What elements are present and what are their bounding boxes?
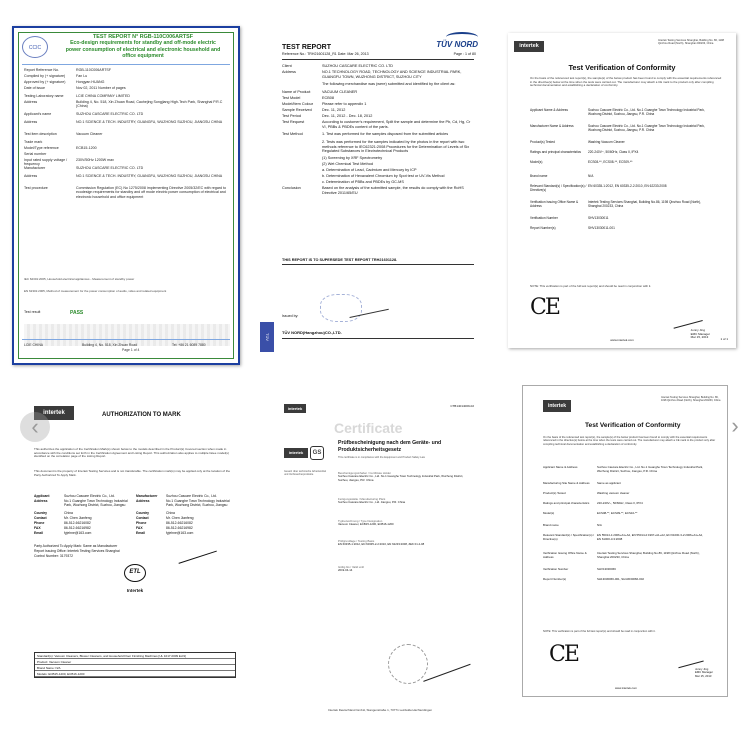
field-value: 2019-04-14 <box>338 568 353 573</box>
certificate-watermark: Certificate <box>334 420 403 436</box>
field-label: Product(s) Tested <box>530 140 555 144</box>
field-label: Ratings and principal characteristics <box>543 501 590 505</box>
standard-line: EN 62301:2005, Method of measurement for the power consumption of audio, video and related equipment <box>24 289 167 293</box>
field-label: Report Number(s) <box>530 226 556 230</box>
gallery-next-arrow[interactable]: › <box>731 413 739 438</box>
field-value: Intertek Testing Services Shanghai, Building No.86, 1198 Qinzhou Road (North), Shanghai 200233, China <box>588 200 702 208</box>
field-value: Suzhou Cascare Electric Co., Ltd. <box>166 494 217 498</box>
signature <box>175 540 217 564</box>
field-row <box>282 162 472 167</box>
gallery-prev-arrow[interactable]: ‹ <box>20 412 50 442</box>
doc-subtitle: This certificate is in compliance with the Equipment and Product Safety Law <box>338 456 425 459</box>
signature <box>671 311 703 328</box>
field-label: Brand name <box>530 174 548 178</box>
sign-date: Mar 15, 2013 <box>690 335 709 340</box>
field-value: Mr. Chen Jianfeng <box>64 516 92 520</box>
field-value: a. Determination of Lead, Cadmium and Mercury by ICP <box>322 168 417 172</box>
report-header <box>54 34 232 60</box>
field-value: No.1 Guanghe Town Technology Industrial Park, Wuzhong District, Suzhou, Jiangsu <box>166 499 230 508</box>
field-value: EN 60335-1:2012, EN 60335-2-2:2010, EN 62233:2008, ZEK 01.4-08 <box>338 542 425 547</box>
field-row <box>24 146 230 150</box>
field-label: Trade mark <box>24 140 43 144</box>
website: www.intertek.com <box>615 686 637 690</box>
field-label: Fertigungsstätte / Manufacturing Plant <box>338 497 386 501</box>
signer-title: EMC Manager <box>690 331 710 336</box>
field-value: N/A <box>597 523 602 527</box>
field-row <box>530 151 708 155</box>
field-value: EN 60335-1:2012, EN 60335-2-2:2010, EN 62233:2008 <box>588 184 667 188</box>
field-label: Test procedure <box>24 186 48 190</box>
field-row <box>530 161 708 165</box>
field-row <box>24 166 230 170</box>
field-label: Phone <box>136 521 147 525</box>
field-label: Email <box>34 531 44 535</box>
field-row <box>24 68 230 72</box>
field-value: 1. Test was performed for the samples disposed from the submitted articles <box>322 132 449 136</box>
report-title-line: power consumption of electrical and electronic household and <box>65 46 221 53</box>
divider <box>282 59 474 60</box>
field-row <box>282 174 472 179</box>
signer-name: Jonny Jing <box>694 667 709 671</box>
field-label: Serial number <box>24 152 47 156</box>
field-row <box>136 521 236 525</box>
field-label: Test Request <box>282 120 305 124</box>
field-row <box>530 175 708 179</box>
field-label: Sample Received <box>282 108 312 112</box>
field-row <box>34 531 134 535</box>
footer-tel: Tel: +86 21 6089 7880 <box>172 343 206 347</box>
field-value: Mr. Chen Jianfeng <box>166 516 194 520</box>
field-row <box>34 516 134 520</box>
intertek-logo: intertek <box>543 400 571 412</box>
field-row <box>282 64 472 69</box>
field-row <box>530 141 708 145</box>
field-value: NO.1 SCIENCE & TECH. INDUSTRY, GUANGFU, WUZHONG SUZHOU, JIANGSU CHINA <box>76 174 223 178</box>
field-label: Manufacturer Name & Address <box>530 124 574 128</box>
field-value: Suzhou Cascare Electric Co., Ltd. No.1 Guanghe Town Technology Industrial Park, Wuzhong District, Suzhou, Jiangsu, P.R. China <box>597 465 703 473</box>
field-row <box>338 566 474 573</box>
field-value: Suzhou Cascare Electric Co., Ltd. <box>64 494 115 498</box>
field-row <box>282 186 472 195</box>
doc-title: Prüfbescheinigung nach dem Geräte- und Produktsicherheitsgesetz <box>338 440 442 453</box>
field-value: 86-512-66216982 <box>64 526 91 530</box>
field-value: ECB08 <box>322 96 335 100</box>
field-label: Verification Issuing Office Name & Address <box>543 551 587 559</box>
sign-date: Mar 15, 2013 <box>694 673 712 678</box>
field-row <box>24 94 230 98</box>
field-value: SHV13030011-001 <box>588 226 615 230</box>
gs-mark: GS <box>310 446 324 460</box>
intertek-logo: intertek <box>514 41 544 52</box>
field-label: Client <box>282 64 292 68</box>
field-label: Model/Item Colour <box>282 102 314 106</box>
field-row <box>530 185 708 193</box>
field-row <box>530 201 708 209</box>
field-value: ECS08-**, ECS09-**, ECS10-** <box>597 511 638 515</box>
certificate-doc-test-report-green[interactable] <box>12 26 240 365</box>
field-label: Applicant Name & Address <box>543 465 578 469</box>
field-row <box>136 526 236 530</box>
field-label: Relevant Standard(s) / Specification(s) / Directive(s) <box>530 184 587 192</box>
test-result-row <box>24 310 230 314</box>
field-label: Country <box>34 511 47 515</box>
field-value: SUZHOU CASCARE ELECTRIC CO. LTD <box>76 166 144 170</box>
field-label: Phone <box>34 521 45 525</box>
page-number: Page : 1 of 80 <box>453 52 476 56</box>
field-value: Washing vacuum cleaner <box>597 491 630 495</box>
field-value: The following merchandise was (were) submitted and identified by the client as: <box>322 82 456 86</box>
field-row <box>24 186 230 199</box>
field-value: NO.1 TECHNOLOGY ROAD, TECHNOLOGY AND SCIENCE INDUSTRIAL PARK, GUANGFU TOWN, WUZHONG DISTRICT, SUZHOU CITY <box>322 70 462 79</box>
tuv-nord-logo: TÜV NORD <box>436 40 478 49</box>
report-number-title: TEST REPORT N° RGB-110C006ARTSF <box>92 34 194 40</box>
signer-block <box>695 668 713 678</box>
field-value: Same as applicant <box>597 481 621 485</box>
field-label: Name of Product <box>282 90 311 94</box>
report-title-line: Eco-design requirements for standby and off-mode electric <box>70 40 216 47</box>
field-value: (2) Wet Chemical Test Method <box>322 162 373 166</box>
certificate-doc-tuv-test-report[interactable] <box>260 32 488 352</box>
field-label: Test result <box>24 310 41 314</box>
signer-title: EMC Manager <box>694 670 713 675</box>
field-row <box>543 482 707 486</box>
supersede-notice: THIS REPORT IS TO SUPERSEDE TEST REPORT TRH21601128. <box>282 258 398 262</box>
field-row <box>338 540 474 547</box>
field-label: Applicant's name <box>24 112 52 116</box>
field-value: N/A <box>588 174 594 178</box>
page-number: 1 of 1 <box>720 337 728 341</box>
field-value: Commission Regulation (EC) No 1275/2008 implementing Directive 2005/32/EC with regard to ecodesign requirements for standby and off mode electric power consumption of electrical and electronic household and office equipment <box>76 186 227 199</box>
intro-paragraph: On the basis of the referenced test report(s), the sample(s) of the below product has been found to comply with the essential requirements referenced in the directive(s) below at the time when the tests were carried out. The manufacturer may attach a CE mark to the product only after compiling technical documentation and establishing a declaration of conformity. <box>543 436 716 446</box>
field-label: Relevant Standard(s) / Specification(s) / Directive(s) <box>543 533 595 541</box>
field-row <box>34 526 134 530</box>
field-value: 86-512-66216082 <box>166 521 193 525</box>
field-row <box>282 132 472 137</box>
field-label: Test Period <box>282 114 301 118</box>
footer-page: Page 1 of 4 <box>122 348 140 352</box>
field-row <box>282 168 472 173</box>
field-label: Contact <box>136 516 149 520</box>
field-label: Ratings and principal characteristics <box>530 150 582 154</box>
field-row <box>24 140 230 144</box>
field-row <box>282 180 472 185</box>
test-result-value: PASS <box>70 310 84 316</box>
field-row <box>24 112 230 116</box>
field-row <box>136 511 236 515</box>
field-label: Manufacturer <box>24 166 46 170</box>
field-row <box>136 531 236 535</box>
product-table <box>34 652 236 678</box>
field-value: SUZHOU CASCARE ELECTRIC CO. LTD <box>76 112 144 116</box>
field-value: ECS08-**, ECS08-**, ECS09-** <box>588 160 633 164</box>
field-row <box>136 499 236 507</box>
table-row: Product: Vacuum Cleaner <box>35 659 235 665</box>
field-value: Dec. 11, 2012 <box>322 108 346 112</box>
field-value: Vacuum Cleaner <box>76 132 103 136</box>
field-label: Model/Type reference <box>24 146 59 150</box>
field-value: SHV13030011 <box>588 216 609 220</box>
doc-footer-company: TÜV NORD(Hangzhou)CO.,LTD. <box>282 330 342 335</box>
field-label: Report Reference No. <box>24 68 59 72</box>
field-row <box>282 90 472 95</box>
field-value: 220-240V~, 50/60Hz, Class II, IPX4 <box>597 501 643 505</box>
field-value: VACUUM CLEANER <box>322 90 358 94</box>
office-address: Intertek Testing Services Shanghai, Building No. 86, 1198 Qinzhou Road (North), Shanghai 200233, China <box>658 39 724 46</box>
field-row <box>24 86 230 90</box>
field-row <box>543 552 707 559</box>
field-value: Suzhou Cascare Electric Co., Ltd. Jiangsu, P.R. China <box>338 500 406 505</box>
field-value: Building 4, No. 518, Xin Zhuan Road, Caohejing Songjiang High-Tech Park, Shanghai P.R.C (China) <box>76 100 223 109</box>
field-label: Address <box>34 499 48 503</box>
left-column-note: Gesetz über technische Arbeitsmittel und Verbraucherprodukte <box>284 470 327 477</box>
field-value: SHV13030066 <box>597 567 616 571</box>
field-row <box>282 82 472 87</box>
doc-title: Test Verification of Conformity <box>568 63 676 72</box>
field-row <box>24 80 230 84</box>
note-text: NOTE: This verification is part of the full test report(s) and should be read in conjunction with it. <box>543 630 656 633</box>
field-row <box>24 100 230 109</box>
field-row <box>282 96 472 101</box>
field-label: Typbezeichnung / Type Designation <box>338 519 383 523</box>
ce-mark: CE <box>530 295 559 320</box>
field-label: Applicant Name & Address <box>530 108 568 112</box>
field-value: Washing Vacuum Cleaner <box>588 140 625 144</box>
field-value: Suzhou Cascare Electric Co., Ltd. No.1 Guanghe Town Technology Industrial Park, Wuzhong District, Suzhou, Jiangsu, P.R. China <box>588 108 705 116</box>
field-label: Testing Laboratory name <box>24 94 64 98</box>
field-label: Test Method <box>282 132 303 136</box>
field-value: Based on the analysis of the submitted sample, the results do comply with the RoHS Directive 2011/65/EU <box>322 186 464 195</box>
ce-mark: CE <box>549 642 578 667</box>
field-row <box>24 174 230 178</box>
field-value: (1) Screening by XRF Spectrometry <box>322 156 383 160</box>
field-value: China <box>166 511 175 515</box>
field-row <box>530 227 708 231</box>
field-value: EN 55014-1:2006+A1+A2, EN 55014-2:1997+A1+A2, EN 61000-3-2:2006+A1+A2, EN 61000-3-3:2008 <box>597 533 703 541</box>
control-number: Control Number: 3179372 <box>34 554 74 558</box>
field-value: 220-240V~, 50/60Hz, Class II, IPX4 <box>588 150 639 154</box>
intertek-logo: intertek <box>284 448 308 458</box>
field-label: Contact <box>34 516 47 520</box>
field-row <box>338 520 474 527</box>
intro-paragraph: On the basis of the referenced test report(s), the sample(s) of the below product has been found to comply with the essential requirements referenced in the directive(s) below at the time when the tests were carried out. The manufacturer may attach a CE mark to the product only after compiling technical documentation and establishing a declaration of conformity. <box>530 76 722 87</box>
field-row <box>543 524 707 528</box>
field-label: Address <box>24 120 38 124</box>
report-office: Report Issuing Office: Intertek Testing Services Shanghai <box>34 549 120 553</box>
field-value: 230V/50Hz 1200W max <box>76 158 114 162</box>
tuv-side-badge: TÜV <box>260 322 274 352</box>
field-label: Manufacturing Site Name & Address <box>543 481 590 485</box>
field-value: 86-512-66216982 <box>166 526 193 530</box>
field-row <box>34 521 134 525</box>
footer-lab: LCIE CHINA <box>24 343 44 347</box>
field-label: Country <box>136 511 149 515</box>
field-label: FAX <box>34 526 41 530</box>
field-label: Test item description <box>24 132 57 136</box>
issued-by-label: Issued by: <box>282 314 299 318</box>
field-label: Bescheinigungsinhaber / Certificate Holder <box>338 471 392 475</box>
field-value: LCIE CHINA COMPANY LIMITED <box>76 94 130 98</box>
field-row <box>282 108 472 113</box>
certificate-doc-intertek-verification[interactable] <box>508 33 736 348</box>
field-value: SH13030066-001, SH13030066-002 <box>597 577 644 581</box>
field-label: Email <box>136 531 146 535</box>
report-title-line: office equipment <box>122 53 164 60</box>
certificate-doc-intertek-verification-2[interactable] <box>522 385 728 697</box>
website: www.intertek.com <box>610 338 634 342</box>
field-row <box>136 494 236 498</box>
field-value: Vacuum Cleaner, ECB15-1200, ECB16-1200 <box>338 522 394 527</box>
field-row <box>282 70 472 79</box>
field-row <box>282 120 472 129</box>
field-row <box>530 217 708 221</box>
field-value: Hongyan HUANG <box>76 80 105 84</box>
field-label: Model(s) <box>530 160 543 164</box>
certificate-doc-gs-certificate[interactable] <box>278 394 482 724</box>
field-value: 2. Tests was performed for the samples indicated by the photos in the report with two methods reference to IEC62321:2008 Procedures for the Determination of Levels of Six Regulated Substances in Electrotechnical Products <box>322 140 470 154</box>
field-row <box>543 512 707 516</box>
field-value: b. Determination of Hexavalent Chromium by Spot test or UV-Vis Method <box>322 174 445 178</box>
field-label: Gültig bis / Valid until <box>338 565 364 569</box>
property-paragraph: This document is the property of Intertek Testing Services and is not transferable. The certification mark(s) may be applied only at the location of the Party Authorized To Apply Mark. <box>34 469 230 477</box>
field-value: 86-512-66216082 <box>64 521 91 525</box>
divider <box>282 264 474 265</box>
certificate-ref: CTB14014009-02 <box>450 404 474 408</box>
field-value: Please refer to appendix 1 <box>322 102 367 106</box>
lab-logo: CCIC <box>22 36 48 58</box>
field-value: SUZHOU CASCARE ELECTRIC CO. LTD <box>322 64 394 68</box>
field-row <box>543 466 707 473</box>
divider <box>22 64 230 65</box>
field-value: fyjehne@163.com <box>166 531 194 535</box>
field-value: Fan Lu <box>76 74 88 78</box>
field-label: Report Number(s) <box>543 577 567 581</box>
divider <box>282 338 474 339</box>
field-label: Verification Issuing Office Name & Address <box>530 200 579 208</box>
table-row: Standard(s): Vacuum Cleaners, Blower Cleaners, and Household Floor Finishing Machines [UL 1017:2009 Ed.9] <box>35 653 235 659</box>
field-label: Conclusion <box>282 186 301 190</box>
field-label: Manufacturer <box>136 494 158 498</box>
field-value: c. Determination of PBBs and PBDEs by GC-MS <box>322 180 404 184</box>
signature <box>415 642 470 682</box>
party-authorized: Party Authorized To Apply Mark: Same as Manufacturer <box>34 544 118 548</box>
field-row <box>24 74 230 78</box>
table-row: Models: ECB15-1200, ECB16-1200 <box>35 671 235 677</box>
field-row <box>282 102 472 107</box>
field-row <box>34 511 134 515</box>
field-label: Approved by (+ signature) <box>24 80 66 84</box>
signer-name: Jonny Jing <box>690 328 705 332</box>
certificate-doc-authorization-to-mark[interactable] <box>26 396 244 726</box>
etl-mark: ETL <box>124 564 146 582</box>
field-value: RGB-110C006ARTSF <box>76 68 112 72</box>
field-value: fyjehne@163.com <box>64 531 92 535</box>
field-label: Address <box>282 70 296 74</box>
standard-line: IEC 62301:2005, Household electrical appliances - Measurement of standby power <box>24 277 135 281</box>
field-value: Suzhou Cascare Electric Co., Ltd. No.1 Guanghe Town Technology Industrial Park, Wuzhong District, Suzhou, Jiangsu, P.R. China <box>338 474 464 482</box>
field-label: Compiled by (+ signature) <box>24 74 66 78</box>
field-label: Model(s) <box>543 511 555 515</box>
field-label: Product(s) Tested <box>543 491 566 495</box>
field-row <box>530 125 708 133</box>
field-value: Suzhou Cascare Electric Co., Ltd. No.1 Guanghe Town Technology Industrial Park, Wuzhong District, Suzhou, Jiangsu, P.R. China <box>588 124 705 132</box>
field-row <box>530 109 708 117</box>
field-row <box>282 140 472 154</box>
field-row <box>543 502 707 506</box>
office-address: Intertek Testing Services Shanghai, Building No. 86, 1198 Qinzhou Road (North), Shanghai 200233, China <box>661 396 721 403</box>
doc-title: Test Verification of Conformity <box>585 422 681 429</box>
field-row <box>543 534 707 541</box>
field-value: Dec. 11, 2012 - Dec. 18, 2012 <box>322 114 373 118</box>
field-row <box>543 578 707 582</box>
intro-paragraph: This authorizes the application of the Certification Mark(s) shown below to the models described in the Product(s) Covered section when made in accordance with the conditions set forth in the Certification Agreement and Listing Report. This authorization also applies to multiple listee model(s) identified on the correlation page of the Listing Report. <box>34 447 229 459</box>
field-row <box>24 120 230 124</box>
field-row <box>282 114 472 119</box>
field-value: NO.1 SCIENCE & TECH. INDUSTRY, GUANGFU, WUZHONG SUZHOU, JIANGSU CHINA <box>76 120 223 124</box>
field-value: No.1 Guanghe Town Technology Industrial Park, Wuzhong District, Suzhou, Jiangsu <box>64 499 128 508</box>
doc-footer: Intertek Deutschland GmbH, Stangenstraße 1, 70771 Leinfelden-Echterdingen <box>327 708 433 712</box>
table-row: Brand Name: N/A <box>35 665 235 671</box>
intertek-mark-label: Intertek <box>126 588 144 593</box>
footer-address: Building 4, No. 518, Xin Zhuan Road <box>82 343 138 347</box>
field-label: Test Model <box>282 96 301 100</box>
note-text: NOTE: This verification is part of the full test report(s) and should be read in conjunction with it. <box>530 284 652 288</box>
field-row <box>543 492 707 496</box>
field-row <box>543 568 707 572</box>
field-value: Intertek Testing Services Shanghai, Building No.86, 1198 Qinzhou Road (North), Shanghai 200233, China <box>597 551 700 559</box>
field-row <box>34 499 134 507</box>
signature <box>676 653 703 668</box>
report-footer <box>22 339 230 355</box>
field-value: China <box>64 511 73 515</box>
doc-title: AUTHORIZATION TO MARK <box>102 412 181 418</box>
field-label: Verification Number <box>543 567 569 571</box>
doc-title: TEST REPORT <box>282 44 332 51</box>
field-row <box>24 132 230 136</box>
field-value: Nov 02, 2011 Number of pages <box>76 86 126 90</box>
field-row <box>24 152 230 156</box>
field-row <box>136 516 236 520</box>
field-label: Prüfgrundlage / Testing Basis <box>338 539 375 543</box>
intertek-logo: intertek <box>34 406 74 420</box>
field-label: Brand name <box>543 523 559 527</box>
field-label: Verification Number <box>530 216 558 220</box>
field-label: Input rated supply voltage / frequency <box>24 158 68 167</box>
field-value: According to customer's requirement, Spilt the sample and determine the Pb, Cd, Hg, Cr VI, PBBs & PBDEs content of the parts. <box>322 120 471 129</box>
field-label: Address <box>24 100 38 104</box>
field-row <box>338 472 474 482</box>
field-label: Address <box>24 174 38 178</box>
field-label: Address <box>136 499 150 503</box>
field-value: ECB15-1200 <box>76 146 97 150</box>
field-label: Applicant <box>34 494 50 498</box>
field-label: Date of issue <box>24 86 45 90</box>
intertek-logo: intertek <box>284 404 306 413</box>
field-row <box>338 498 474 505</box>
field-label: FAX <box>136 526 143 530</box>
reference-number: Reference No.: TRH21601128_R1 Date: Mar 26, 2013 <box>282 52 369 56</box>
field-row <box>34 494 134 498</box>
field-row <box>282 156 472 161</box>
